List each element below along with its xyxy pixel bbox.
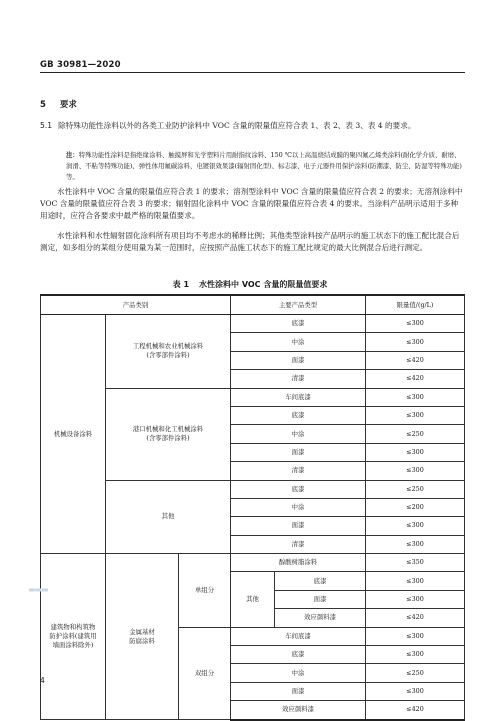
component-double: 双组分 [179,627,231,719]
category-buildings-structures: 建筑物和构筑物 防护涂料(建筑用 墙面涂料除外) [41,554,106,720]
note [66,150,465,183]
table-title: 水性涂料中 VOC 含量的限量值要求 [199,280,328,289]
voc-limit-table [40,294,465,721]
limit-value-cell: ≤300 [366,517,465,535]
product-type-cell: 中涂 [231,664,366,682]
subcategory-engineering-agri: 工程机械和农业机械涂料 (含零部件涂料) [106,315,231,389]
table-header-row [41,295,465,315]
product-type-cell: 面漆 [231,351,366,369]
product-type-cell: 中涂 [231,425,366,443]
clause-number: 5.1 [40,121,53,130]
product-type-cell: 底漆 [231,406,366,424]
table-caption [0,279,500,290]
limit-value-cell: ≤300 [366,535,465,553]
limit-value-cell: ≤300 [366,627,465,645]
product-type-cell: 中涂 [231,333,366,351]
header-rule [40,72,465,73]
product-type-cell: 底漆 [231,480,366,498]
limit-value-cell: ≤420 [366,701,465,720]
header-limit: 限量值/(g/L) [366,295,465,315]
limit-value-cell: ≤420 [366,370,465,388]
table-row [41,554,465,572]
product-type-cell: 底漆 [231,315,366,333]
product-type-cell: 清漆 [231,370,366,388]
limit-value-cell: ≤300 [366,646,465,664]
note-label: 注： [66,151,79,159]
subcategory-metal-anticorrosion: 金属基材 防腐涂料 [106,554,179,720]
single-other-label: 其他 [231,572,275,627]
product-type-cell: 清漆 [231,535,366,553]
section-number: 5 [40,100,46,110]
header-category: 产品类别 [41,295,231,315]
limit-value-cell: ≤300 [366,406,465,424]
product-type-cell: 醇酸树脂涂料 [231,554,366,572]
limit-value-cell: ≤250 [366,425,465,443]
note-text: 特殊功能性涂料是指绝缘涂料、触摸屏和光学塑料片用耐指纹涂料、150 ℃以上高温烧结成膜的聚四氟乙烯类涂料(耐化学介质、耐磨、润滑、不粘等特殊功能)、弹性体用氟碳涂料、电镀银效果漆(辐射固化型)、标志漆、电子元器件用保护涂料(防潮漆、防尘、防湿等特殊功能)等。 [66,151,462,181]
limit-value-cell: ≤420 [366,609,465,627]
clause-5-1 [40,120,465,132]
limit-value-cell: ≤300 [366,682,465,700]
product-type-cell: 面漆 [231,443,366,461]
product-type-cell: 面漆 [275,590,366,608]
section-heading [40,98,77,110]
limit-value-cell: ≤300 [366,462,465,480]
standard-code: GB 30981—2020 [40,60,121,70]
watermark-mark: ▬▬▬ [28,585,48,594]
component-single: 单组分 [179,554,231,628]
product-type-cell: 车间底漆 [231,627,366,645]
limit-value-cell: ≤300 [366,388,465,406]
limit-value-cell: ≤300 [366,315,465,333]
product-type-cell: 清漆 [231,462,366,480]
limit-value-cell: ≤420 [366,351,465,369]
header-main-type: 主要产品类型 [231,295,366,315]
subcategory-port-chemical: 港口机械和化工机械涂料 (含零部件涂料) [106,388,231,480]
product-type-cell: 车间底漆 [231,388,366,406]
limit-value-cell: ≤200 [366,498,465,516]
paragraph-3: 水性涂料和水性辐射固化涂料所有项目均不考虑水的稀释比例；其他类型涂料按产品明示的施工状态下的施工配比混合后测定，如多组分的某组分使用量为某一范围时，应按照产品施工状态下的施工配比规定的最大比例混合后进行测定。 [40,231,460,252]
product-type-cell: 底漆 [275,572,366,590]
section-title: 要求 [59,100,77,110]
page-number: 4 [40,676,45,685]
limit-value-cell: ≤300 [366,590,465,608]
product-type-cell: 面漆 [231,682,366,700]
table-number: 表 1 [172,280,190,289]
clause-text: 除特殊功能性涂料以外的各类工业防护涂料中 VOC 含量的限量值应符合表 1、表 2、表 3、表 4 的要求。 [58,121,416,130]
limit-value-cell: ≤250 [366,480,465,498]
limit-value-cell: ≤250 [366,664,465,682]
subcategory-other: 其他 [106,480,231,554]
limit-value-cell: ≤300 [366,572,465,590]
limit-value-cell: ≤350 [366,554,465,572]
product-type-cell: 底漆 [231,646,366,664]
product-type-cell: 效应颜料漆 [231,701,366,720]
product-type-cell: 面漆 [231,517,366,535]
paragraph-2: 水性涂料中 VOC 含量的限量值应符合表 1 的要求；溶剂型涂料中 VOC 含量的限量值应符合表 2 的要求；无溶剂涂料中 VOC 含量的限量值应符合表 3 的要求；辐射固化涂料中 VOC 含量的限量值应符合表 4 的要求。当涂料产品明示适用于多种用途时，应符合各要求中最严格的限量值要求。 [40,187,463,220]
product-type-cell: 中涂 [231,498,366,516]
table-row [41,315,465,333]
limit-value-cell: ≤300 [366,333,465,351]
limit-value-cell: ≤300 [366,443,465,461]
product-type-cell: 效应颜料漆 [275,609,366,627]
category-mechanical-equipment: 机械设备涂料 [41,315,106,554]
